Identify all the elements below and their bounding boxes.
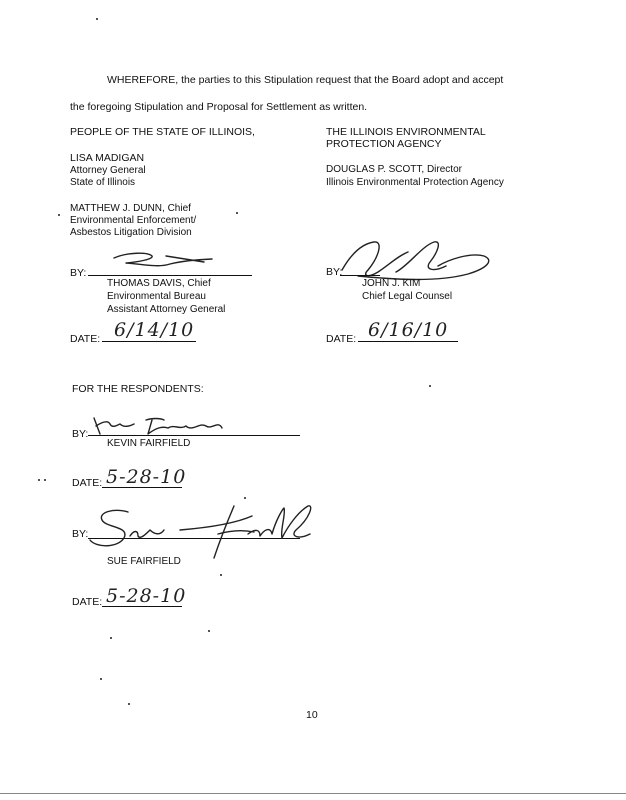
sue-signature — [84, 500, 324, 564]
director-org: Illinois Environmental Protection Agency — [326, 177, 504, 188]
scan-speck — [429, 385, 431, 387]
scan-speck — [128, 703, 130, 705]
intro-line-1: WHEREFORE, the parties to this Stipulation request that the Board adopt and accept — [107, 74, 504, 86]
director-name: DOUGLAS P. SCOTT, Director — [326, 164, 462, 175]
agency-heading-2: PROTECTION AGENCY — [326, 138, 442, 150]
scan-speck — [208, 630, 210, 632]
kevin-signature — [90, 414, 230, 438]
davis-title-1: Environmental Bureau — [107, 291, 206, 302]
respondents-heading: FOR THE RESPONDENTS: — [72, 383, 204, 395]
chief-line-2: Environmental Enforcement/ — [70, 215, 197, 226]
kim-name: JOHN J. KIM — [362, 278, 421, 289]
agency-date-label: DATE: — [326, 333, 357, 345]
kim-title: Chief Legal Counsel — [362, 291, 453, 302]
people-heading: PEOPLE OF THE STATE OF ILLINOIS, — [70, 126, 255, 138]
kevin-by-label: BY: — [72, 428, 89, 440]
chief-name: MATTHEW J. DUNN, Chief — [70, 203, 191, 214]
scan-speck — [44, 479, 46, 481]
page-number: 10 — [306, 709, 318, 721]
people-date-line — [102, 341, 196, 342]
sue-date-handwritten: 5-28-10 — [106, 585, 187, 607]
people-date-label: DATE: — [70, 333, 101, 345]
scan-speck — [38, 479, 40, 481]
ag-state: State of Illinois — [70, 177, 136, 188]
kevin-name: KEVIN FAIRFIELD — [107, 438, 191, 449]
scan-bottom-edge — [0, 793, 626, 794]
davis-signature — [108, 250, 218, 272]
scan-speck — [58, 214, 60, 216]
agency-date-line — [358, 341, 458, 342]
sue-name: SUE FAIRFIELD — [107, 556, 181, 567]
agency-heading-1: THE ILLINOIS ENVIRONMENTAL — [326, 126, 486, 138]
agency-by-label: BY: — [326, 266, 343, 278]
intro-line-2: the foregoing Stipulation and Proposal for Settlement as written. — [70, 101, 368, 113]
scan-speck — [236, 212, 238, 214]
agency-date-handwritten: 6/16/10 — [368, 319, 449, 341]
people-date-handwritten: 6/14/10 — [114, 319, 195, 341]
kevin-date-handwritten: 5-28-10 — [106, 466, 187, 488]
sue-by-label: BY: — [72, 528, 89, 540]
agency-signature-line — [340, 275, 380, 276]
chief-line-3: Asbestos Litigation Division — [70, 227, 192, 238]
davis-name: THOMAS DAVIS, Chief — [107, 278, 211, 289]
scan-speck — [96, 18, 98, 20]
kevin-date-label: DATE: — [72, 477, 103, 489]
sue-date-label: DATE: — [72, 596, 103, 608]
ag-name: LISA MADIGAN — [70, 152, 145, 164]
scan-speck — [220, 574, 222, 576]
davis-title-2: Assistant Attorney General — [107, 304, 226, 315]
scan-speck — [100, 678, 102, 680]
ag-title: Attorney General — [70, 165, 146, 176]
people-by-label: BY: — [70, 267, 87, 279]
people-signature-line — [88, 275, 252, 276]
scan-speck — [244, 497, 246, 499]
scan-speck — [110, 637, 112, 639]
